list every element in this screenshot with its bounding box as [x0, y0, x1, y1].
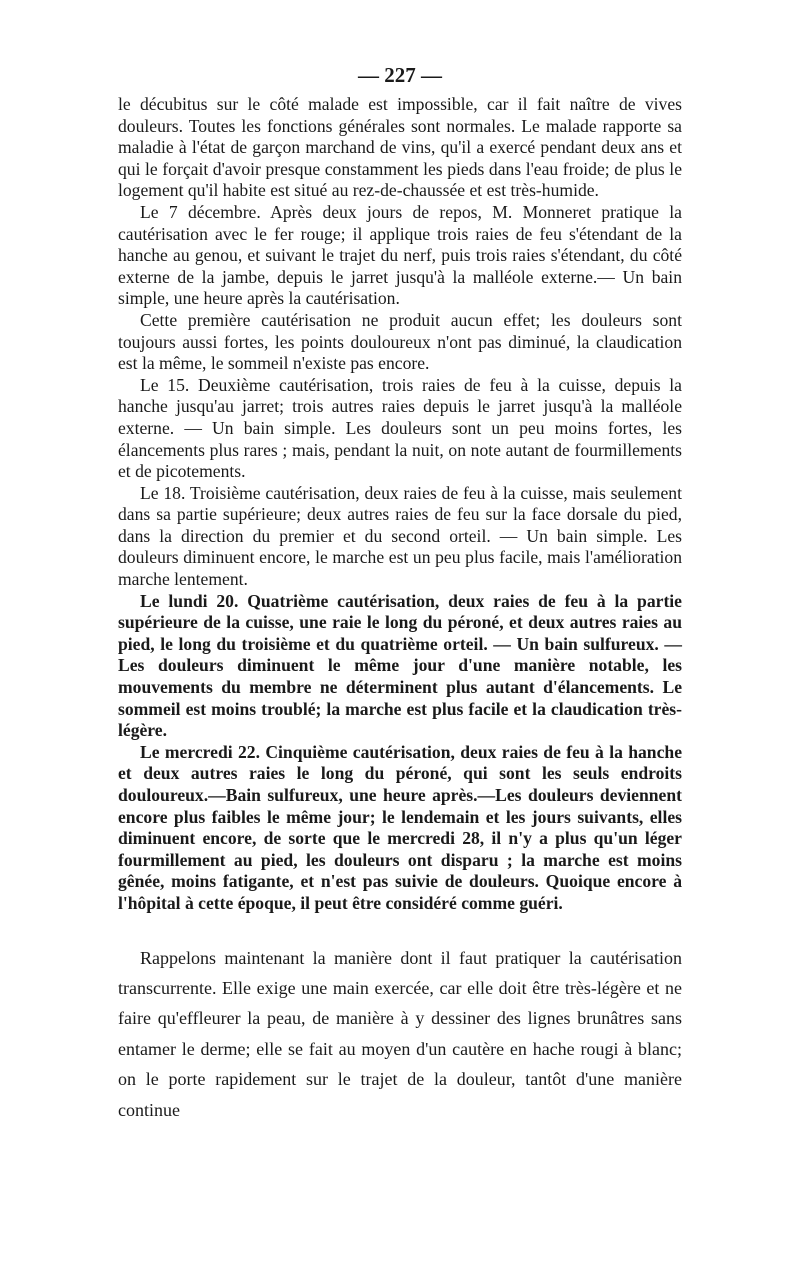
- page-number: — 227 —: [358, 63, 442, 87]
- paragraph-continuation: le décubitus sur le côté malade est impossible, car il fait naître de vives douleurs. Toutes les fonctions générales sont normales. Le malade rapporte sa maladie à l'état de garçon marchand de vins, qu'il a exercé pendant deux ans et qui le forçait d'avoir presque constamment les pieds dans l'eau froide; de plus le logement qu'il habite est situé au rez-de-chaussée et est très-humide.: [118, 94, 682, 201]
- paragraph-lundi-20: Le lundi 20. Quatrième cautérisation, deux raies de feu à la partie supérieure de la cuisse, une raie le long du péroné, et deux autres raies au pied, le long du troisième et du quatrième orteil. — Un bain sulfureux. — Les douleurs diminuent le même jour d'une manière notable, les mouvements du membre ne déterminent plus autant d'élancements. Le sommeil est moins troublé; la marche est plus facile et la claudication très-légère.: [118, 590, 682, 741]
- paragraph-premiere-cauterisation: Cette première cautérisation ne produit aucun effet; les douleurs sont toujours aussi fortes, les points douloureux n'ont pas diminué, la claudication est la même, le sommeil n'existe pas encore.: [118, 309, 682, 374]
- book-page: [118, 60, 682, 1125]
- paragraph-7-decembre: Le 7 décembre. Après deux jours de repos, M. Monneret pratique la cautérisation avec le fer rouge; il applique trois raies de feu s'étendant de la hanche au genou, et suivant le trajet du nerf, puis trois raies s'étendant, du côté externe de la jambe, depuis le jarret jusqu'à la malléole externe.— Un bain simple, une heure après la cautérisation.: [118, 201, 682, 309]
- paragraph-le-15: Le 15. Deuxième cautérisation, trois raies de feu à la cuisse, depuis la hanche jusqu'au jarret; trois autres raies depuis le jarret jusqu'à la malléole externe. — Un bain simple. Les douleurs sont un peu moins fortes, les élancements plus rares ; mais, pendant la nuit, on note autant de fourmillements et de picotements.: [118, 374, 682, 482]
- paragraph-mercredi-22: Le mercredi 22. Cinquième cautérisation, deux raies de feu à la hanche et deux autres raies le long du péroné, qui sont les seuls endroits douloureux.—Bain sulfureux, une heure après.—Les douleurs deviennent encore plus faibles le même jour; le lendemain et les jours suivants, elles diminuent encore, de sorte que le mercredi 28, il n'y a plus qu'un léger fourmillement au pied, les douleurs ont disparu ; la marche est moins gênée, moins fatigante, et n'est pas suivie de douleurs. Quoique encore à l'hôpital à cette époque, il peut être considéré comme guéri.: [118, 741, 682, 913]
- paragraph-le-18: Le 18. Troisième cautérisation, deux raies de feu à la cuisse, mais seulement dans sa partie supérieure; deux autres raies de feu sur la face dorsale du pied, dans la direction du premier et du second orteil. — Un bain simple. Les douleurs diminuent encore, le marche est un peu plus facile, mais l'amélioration marche lentement.: [118, 482, 682, 590]
- section-gap: [118, 915, 682, 943]
- paragraph-rappelons: Rappelons maintenant la manière dont il faut pratiquer la cautérisation transcurrente. Elle exige une main exercée, car elle doit être très-légère et ne faire qu'effleurer la peau, de manière à y dessiner des lignes brunâtres sans entamer le derme; elle se fait au moyen d'un cautère en hache rougi à blanc; on le porte rapidement sur le trajet de la douleur, tantôt d'une manière continue: [118, 947, 682, 1120]
